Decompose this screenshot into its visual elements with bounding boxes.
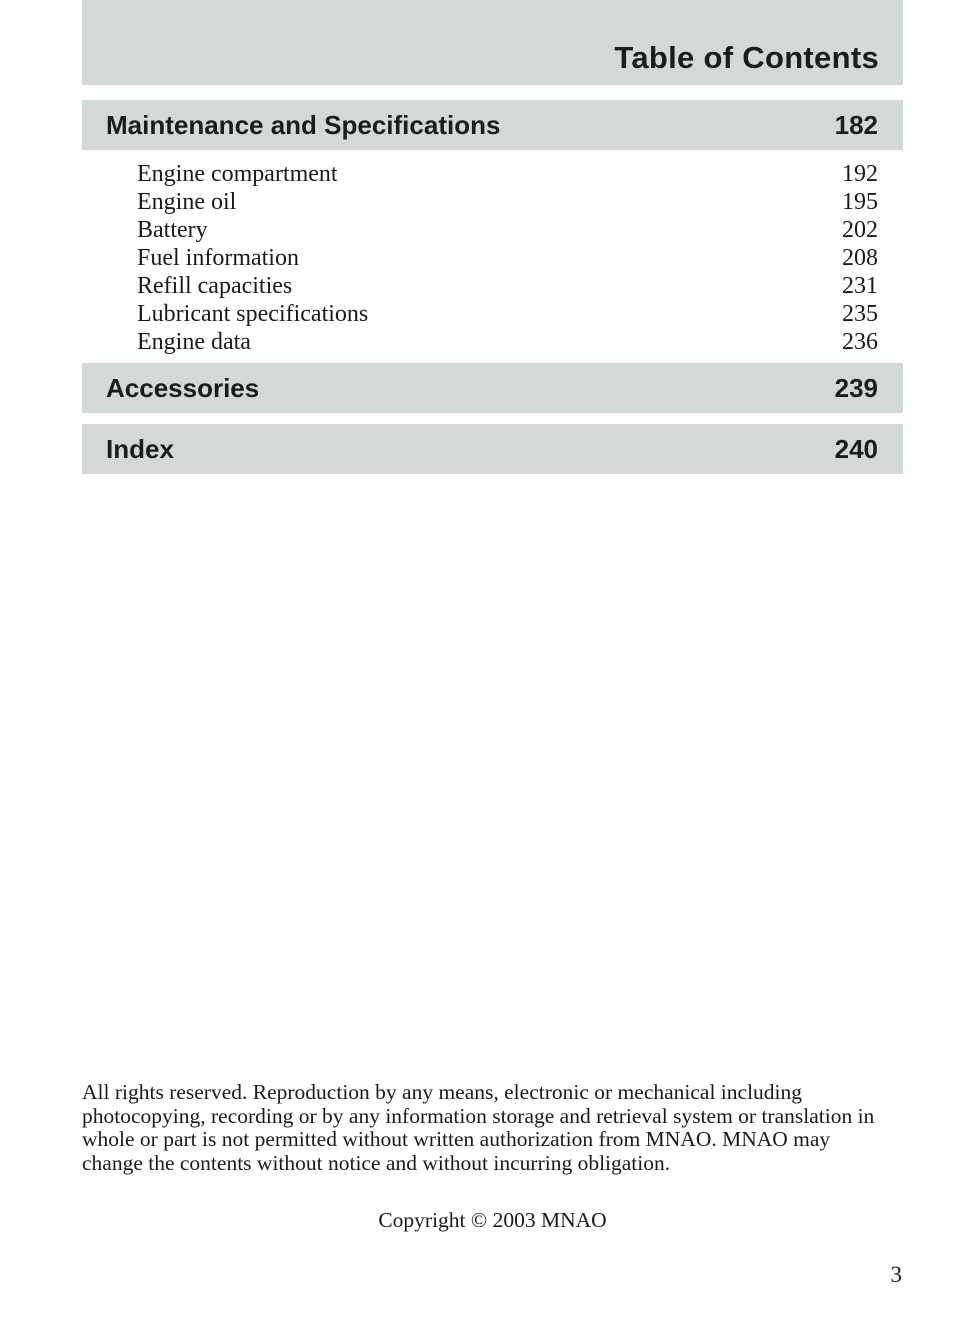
toc-entry[interactable] [137, 328, 878, 356]
section-maintenance-and-specifications[interactable] [82, 100, 903, 150]
entry-page-number: 235 [842, 301, 878, 327]
entry-page-number: 208 [842, 245, 878, 271]
section-page-number: 240 [834, 434, 878, 464]
entry-page-number: 195 [842, 189, 878, 215]
section-index[interactable] [82, 424, 903, 474]
toc-entry[interactable] [137, 300, 878, 328]
page-title: Table of Contents [614, 40, 879, 75]
entry-page-number: 202 [842, 217, 878, 243]
title-band [82, 0, 903, 85]
entry-label: Fuel information [137, 245, 299, 271]
toc-entry[interactable] [137, 188, 878, 216]
section-entries-list [137, 160, 878, 356]
legal-notice: All rights reserved. Reproduction by any means, electronic or mechanical including photocopying, recording or by any information storage and retrieval system or translation in whole or part is not permitted without written authorization from MNAO. MNAO may change the contents without notice and without incurring obligation. [82, 1080, 875, 1175]
entry-label: Lubricant specifications [137, 301, 369, 327]
section-page-number: 239 [834, 373, 878, 403]
entry-label: Engine data [137, 329, 251, 355]
entry-label: Battery [137, 217, 208, 243]
toc-entry[interactable] [137, 244, 878, 272]
entry-page-number: 192 [842, 161, 878, 187]
toc-entry[interactable] [137, 160, 878, 188]
section-label: Index [106, 434, 174, 464]
section-label: Accessories [106, 373, 260, 403]
copyright-notice: Copyright © 2003 MNAO [378, 1208, 607, 1232]
toc-entry[interactable] [137, 272, 878, 300]
section-page-number: 182 [834, 110, 878, 140]
section-accessories[interactable] [82, 363, 903, 413]
section-label: Maintenance and Specifications [106, 110, 501, 140]
entry-label: Engine compartment [137, 161, 338, 187]
page-number: 3 [890, 1262, 902, 1287]
entry-page-number: 236 [842, 329, 878, 355]
entry-label: Refill capacities [137, 273, 293, 299]
toc-entry[interactable] [137, 216, 878, 244]
entry-page-number: 231 [842, 273, 878, 299]
entry-label: Engine oil [137, 189, 237, 215]
